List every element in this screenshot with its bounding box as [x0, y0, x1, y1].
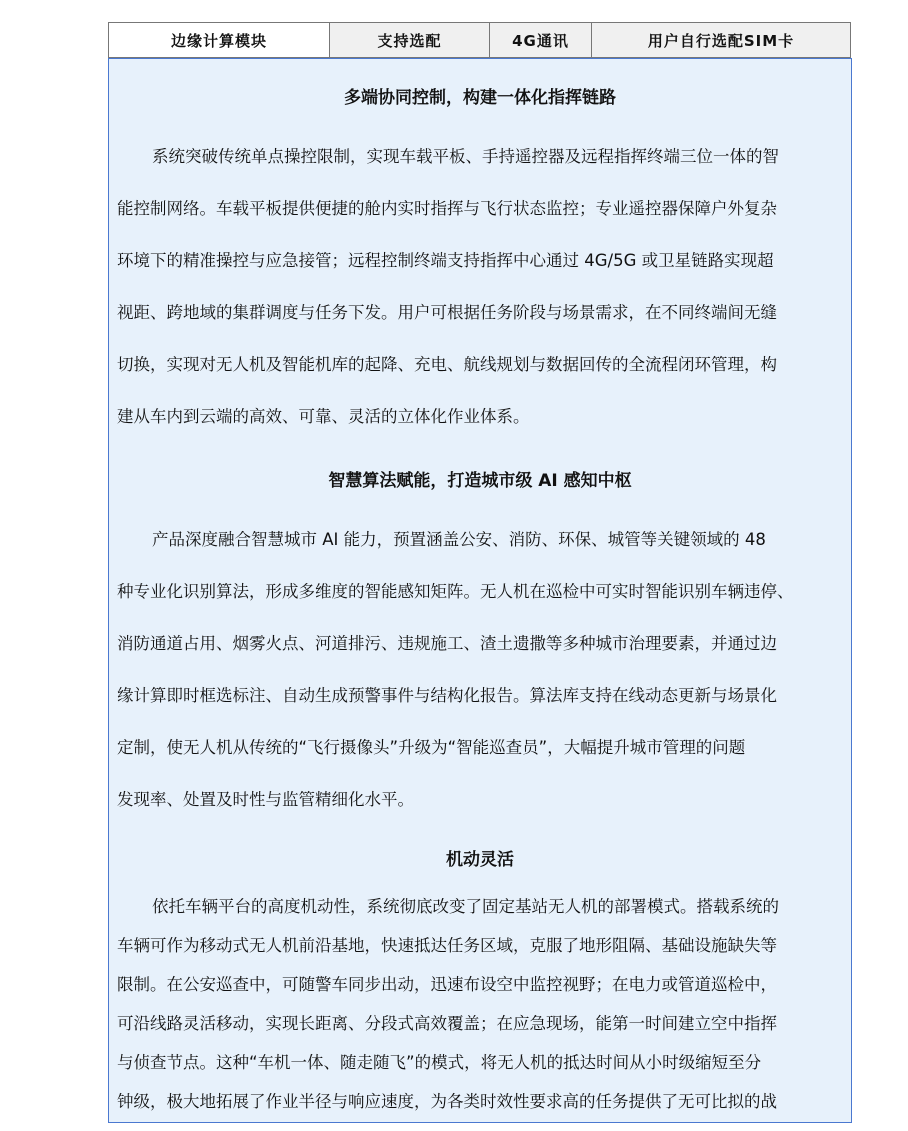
body-line: 视距、跨地域的集群调度与任务下发。用户可根据任务阶段与场景需求，在不同终端间无缝	[117, 303, 777, 322]
section-title-mobility: 机动灵活	[446, 850, 514, 870]
section-body-ai-algorithm	[117, 527, 845, 839]
body-line: 切换，实现对无人机及智能机库的起降、充电、航线规划与数据回传的全流程闭环管理，构	[117, 355, 777, 374]
body-line: 依托车辆平台的高度机动性，系统彻底改变了固定基站无人机的部署模式。搭载系统的	[152, 897, 779, 916]
body-line: 系统突破传统单点操控限制，实现车载平板、手持遥控器及远程指挥终端三位一体的智	[152, 147, 779, 166]
body-line: 与侦查节点。这种“车机一体、随走随飞”的模式，将无人机的抵达时间从小时级缩短至分	[117, 1053, 762, 1072]
body-line: 定制，使无人机从传统的“飞行摄像头”升级为“智能巡查员”，大幅提升城市管理的问题	[117, 738, 746, 757]
body-line: 缘计算即时框选标注、自动生成预警事件与结构化报告。算法库支持在线动态更新与场景化	[117, 686, 777, 705]
spec-comm-cell: 4G通讯	[490, 23, 592, 58]
body-line: 消防通道占用、烟雾火点、河道排污、违规施工、渣土遗撒等多种城市治理要素，并通过边	[117, 634, 777, 653]
body-line: 能控制网络。车载平板提供便捷的舱内实时指挥与飞行状态监控；专业遥控器保障户外复杂	[117, 199, 777, 218]
section-body-mobility	[117, 894, 845, 1123]
section-title-multi-terminal: 多端协同控制，构建一体化指挥链路	[344, 88, 616, 108]
body-line: 种专业化识别算法，形成多维度的智能感知矩阵。无人机在巡检中可实时智能识别车辆违停、	[117, 582, 794, 601]
body-line: 发现率、处置及时性与监管精细化水平。	[117, 790, 414, 809]
section-title-ai-algorithm: 智慧算法赋能，打造城市级 AI 感知中枢	[328, 471, 632, 491]
body-line: 产品深度融合智慧城市 AI 能力，预置涵盖公安、消防、环保、城管等关键领域的 48	[152, 530, 766, 549]
body-line: 可沿线路灵活移动，实现长距离、分段式高效覆盖；在应急现场，能第一时间建立空中指挥	[117, 1014, 777, 1033]
body-line: 建从车内到云端的高效、可靠、灵活的立体化作业体系。	[117, 407, 530, 426]
feature-description-box	[108, 58, 852, 1123]
spec-support-cell: 支持选配	[330, 23, 490, 58]
body-line: 环境下的精准操控与应急接管；远程控制终端支持指挥中心通过 4G/5G 或卫星链路实现超	[117, 251, 774, 270]
section-body-multi-terminal	[117, 144, 845, 456]
spec-table-row	[108, 22, 851, 58]
body-line: 限制。在公安巡查中，可随警车同步出动，迅速布设空中监控视野；在电力或管道巡检中，	[117, 975, 777, 994]
spec-module-cell: 边缘计算模块	[109, 23, 330, 58]
body-line: 车辆可作为移动式无人机前沿基地，快速抵达任务区域，克服了地形阻隔、基础设施缺失等	[117, 936, 777, 955]
body-line: 钟级，极大地拓展了作业半径与响应速度，为各类时效性要求高的任务提供了无可比拟的战	[117, 1092, 777, 1111]
spec-note-cell: 用户自行选配SIM卡	[592, 23, 851, 58]
